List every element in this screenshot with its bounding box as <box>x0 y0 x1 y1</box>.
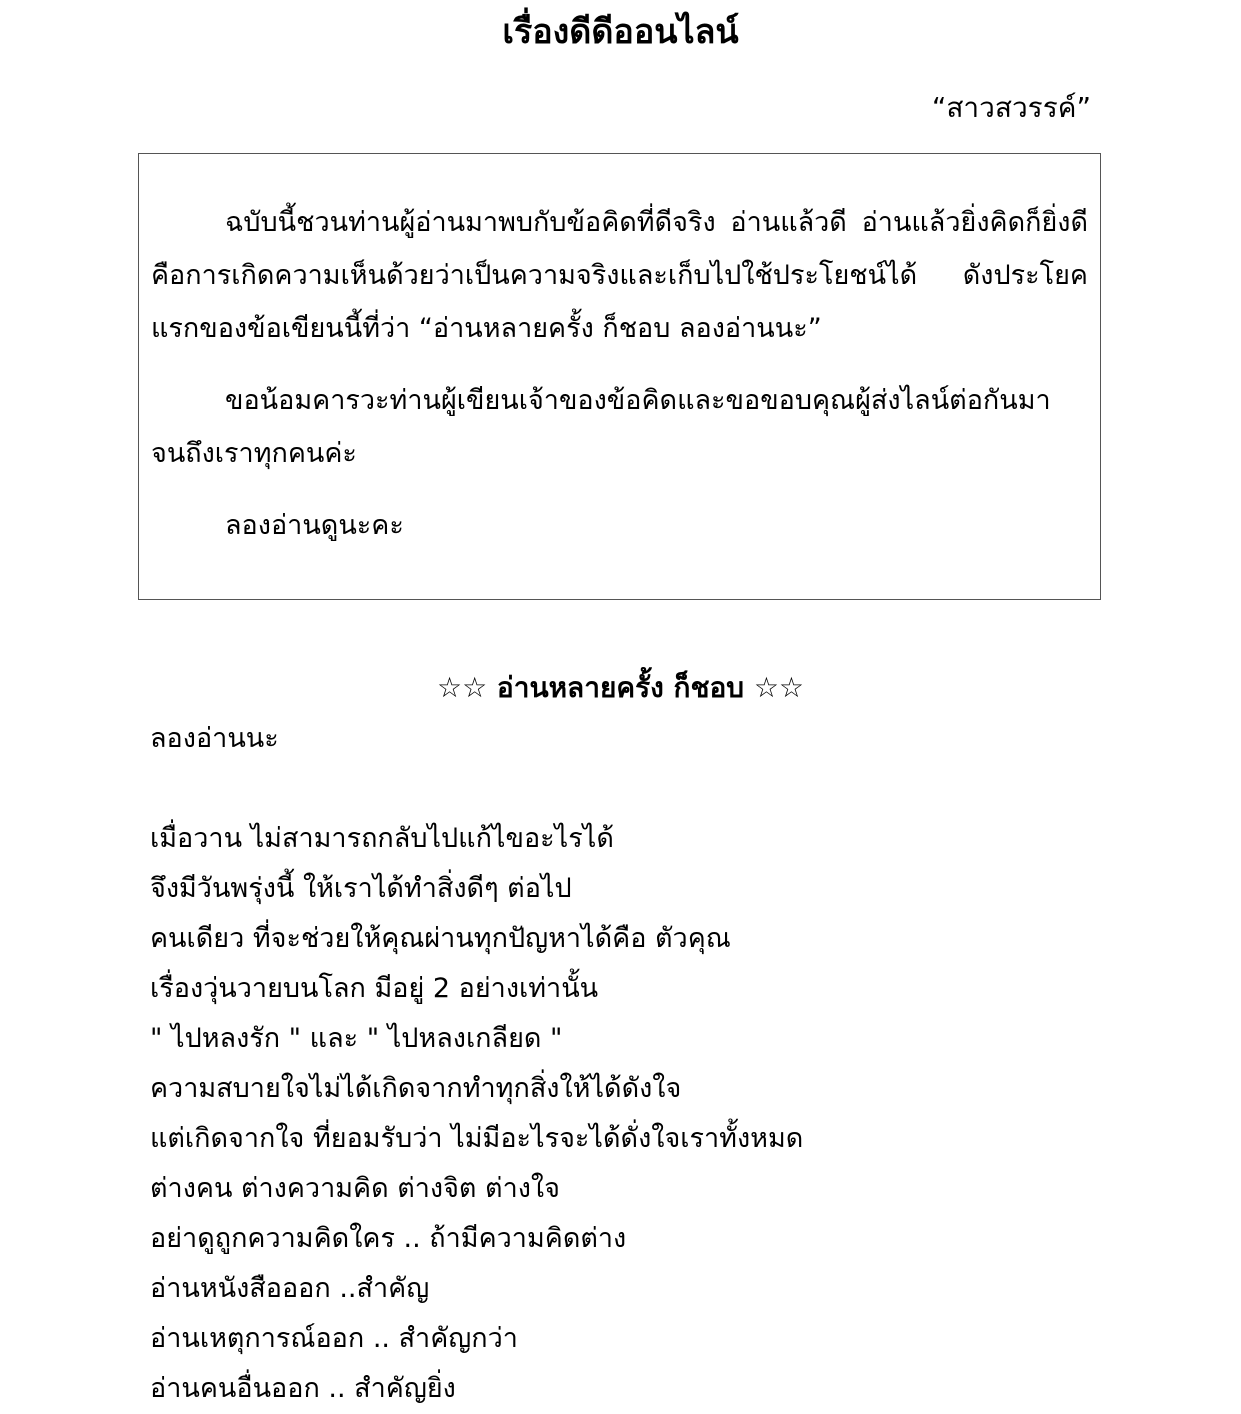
quote-line-blank <box>150 764 1110 814</box>
intro-paragraph: ขอน้อมคารวะท่านผู้เขียนเจ้าของข้อคิดและขอขอบคุณผู้ส่งไลน์ต่อกันมาจนถึงเราทุกคนค่ะ <box>151 385 1051 469</box>
page-title: เรื่องดีดีออนไลน์ <box>502 12 739 52</box>
quote-title: ☆☆ อ่านหลายครั้ง ก็ชอบ ☆☆ <box>436 671 805 704</box>
quote-line: อ่านหนังสือออก ..สำคัญ <box>150 1273 430 1304</box>
quote-line: จึงมีวันพรุ่งนี้ ให้เราได้ทำสิ่งดีๆ ต่อไป <box>150 873 572 904</box>
intro-paragraph: ลองอ่านดูนะคะ <box>225 510 404 541</box>
quote-line: อ่านเหตุการณ์ออก .. สำคัญกว่า <box>150 1323 518 1354</box>
quote-line: ต่างคน ต่างความคิด ต่างจิต ต่างใจ <box>150 1173 560 1204</box>
author-name: “สาวสวรรค์” <box>931 91 1091 124</box>
quote-line: แต่เกิดจากใจ ที่ยอมรับว่า ไม่มีอะไรจะได้ดั่งใจเราทั้งหมด <box>150 1123 804 1154</box>
quote-line: อย่าดูถูกความคิดใคร .. ถ้ามีความคิดต่าง <box>150 1223 627 1254</box>
quote-line: ลองอ่านนะ <box>150 723 279 754</box>
intro-paragraph: ฉบับนี้ชวนท่านผู้อ่านมาพบกับข้อคิดที่ดีจริง อ่านแล้วดี อ่านแล้วยิ่งคิดก็ยิ่งดี คือการเกิดความเห็นด้วยว่าเป็นความจริงและเก็บไปใช้ประโยชน์ได้ ดังประโยคแรกของข้อเขียนนี้ที่ว่า “อ่านหลายครั้ง ก็ชอบ ลองอ่านนะ” <box>151 207 1088 344</box>
quote-line: อ่านคนอื่นออก .. สำคัญยิ่ง <box>150 1373 456 1404</box>
quote-lines <box>150 714 1110 1414</box>
quote-line: ความสบายใจไม่ได้เกิดจากทำทุกสิ่งให้ได้ดังใจ <box>150 1073 682 1104</box>
quote-line: เมื่อวาน ไม่สามารถกลับไปแก้ไขอะไรได้ <box>150 823 614 854</box>
quote-line: คนเดียว ที่จะช่วยให้คุณผ่านทุกปัญหาได้คือ ตัวคุณ <box>150 923 731 954</box>
quote-line: " ไปหลงรัก " และ " ไปหลงเกลียด " <box>150 1023 563 1054</box>
intro-box <box>138 153 1101 600</box>
quote-line: เรื่องวุ่นวายบนโลก มีอยู่ 2 อย่างเท่านั้น <box>150 973 599 1004</box>
